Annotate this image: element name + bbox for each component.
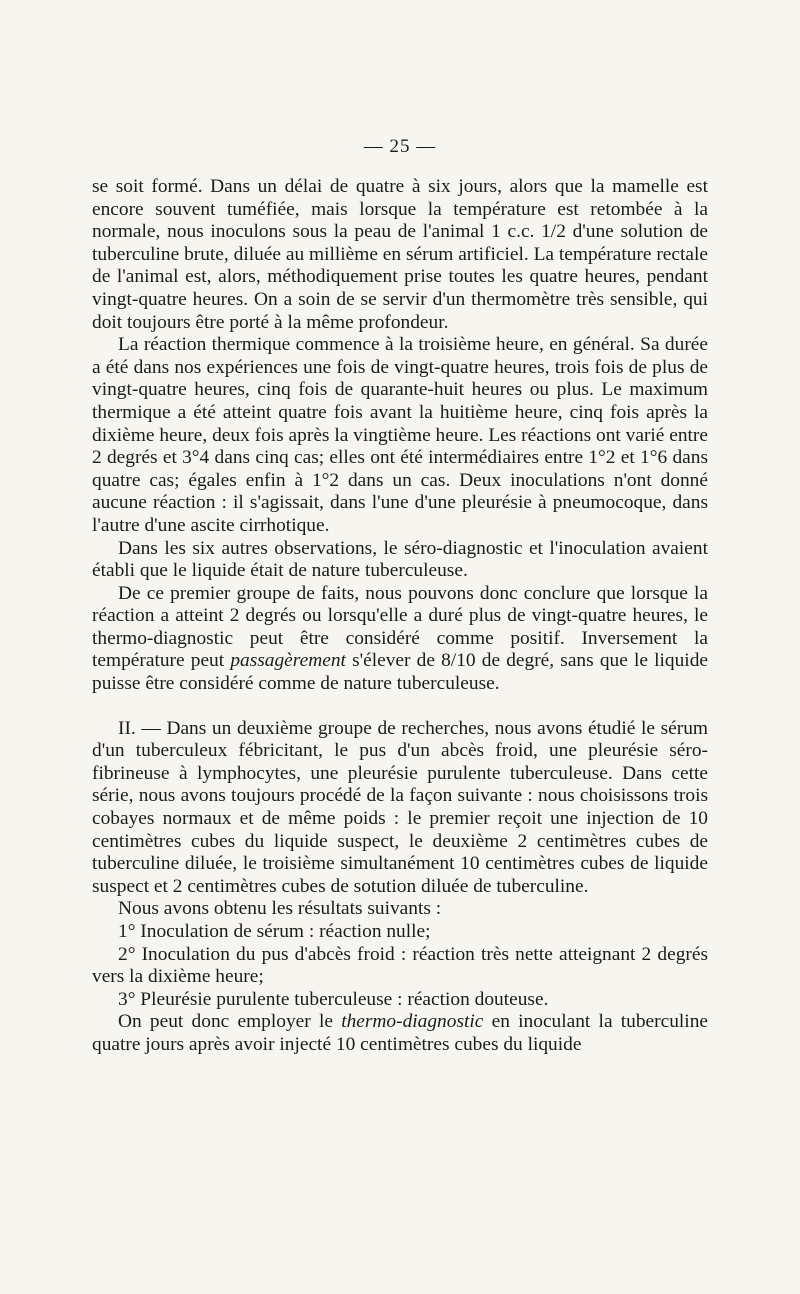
paragraph-text: en inoculant la tuberculine quatre jours après avoir injecté 10 centimètres cubes du liquide	[92, 1011, 709, 1055]
paragraph-text: s'élever de 8/10 de degré, sans que le liquide puisse être considéré comme de nature tuberculeuse.	[92, 650, 708, 695]
list-item: 2° Inoculation du pus d'abcès froid : réaction très nette atteignant 2 degrés vers la dixième heure;	[92, 943, 708, 988]
list-item: 3° Pleurésie purulente tuberculeuse : réaction douteuse.	[118, 988, 549, 1010]
italic-term: thermo-diagnostic	[341, 1011, 484, 1033]
paragraph	[92, 1011, 708, 1056]
paragraph: La réaction thermique commence à la troisième heure, en général. Sa durée a été dans nos expériences une fois de vingt-quatre heures, trois fois de plus de vingt-quatre heures, cinq fois de quarante-huit heures ou plus. Le maximum thermique a été atteint quatre fois avant la huitième heure, cinq fois après la dixième heure, deux fois après la vingtième heure. Les réactions ont varié entre 2 degrés et 3°4 dans cinq cas; elles ont été intermédiaires entre 1°2 et 1°6 dans quatre cas; égales enfin à 1°2 dans un cas. Deux inoculations n'ont donné aucune réaction : il s'agissait, dans l'une d'une pleurésie à pneumocoque, dans l'autre d'une ascite cirrhotique.	[92, 334, 708, 536]
paragraph: Dans les six autres observations, le séro-diagnostic et l'inoculation avaient établi que le liquide était de nature tuberculeuse.	[92, 537, 708, 582]
paragraph	[92, 583, 708, 696]
italic-term: passagèrement	[230, 650, 346, 672]
paragraph-text: On peut donc employer le	[118, 1011, 333, 1033]
body-text	[92, 176, 708, 1057]
paragraph-text: De ce premier groupe de faits, nous pouvons donc conclure que lorsque la réaction a atteint 2 degrés ou lorsqu'elle a duré plus de vingt-quatre heures, le thermo-diagnostic peut être considéré comme positif. Inversement la température peut	[92, 582, 708, 672]
page-number: — 25 —	[363, 136, 437, 157]
paragraph: II. — Dans un deuxième groupe de recherches, nous avons étudié le sérum d'un tuberculeux fébricitant, le pus d'un abcès froid, une pleurésie séro-fibrineuse à lymphocytes, une pleurésie purulente tuberculeuse. Dans cette série, nous avons toujours procédé de la façon suivante : nous choisissons trois cobayes normaux et de même poids : le premier reçoit une injection de 10 centimètres cubes du liquide suspect, le deuxième 2 centimètres cubes de tuberculine diluée, le troisième simultanément 10 centimètres cubes de liquide suspect et 2 centimètres cubes de sotution diluée de tuberculine.	[92, 717, 708, 897]
paragraph: Nous avons obtenu les résultats suivants :	[118, 898, 442, 920]
paragraph: se soit formé. Dans un délai de quatre à six jours, alors que la mamelle est encore souvent tuméfiée, mais lorsque la température est retombée à la normale, nous inoculons sous la peau de l'animal 1 c.c. 1/2 d'une solution de tuberculine brute, diluée au millième en sérum artificiel. La température rectale de l'animal est, alors, méthodiquement prise toutes les quatre heures, pendant vingt-quatre heures. On a soin de se servir d'un thermomètre très sensible, qui doit toujours être porté à la même profondeur.	[92, 176, 708, 333]
list-item: 1° Inoculation de sérum : réaction nulle;	[118, 921, 431, 942]
